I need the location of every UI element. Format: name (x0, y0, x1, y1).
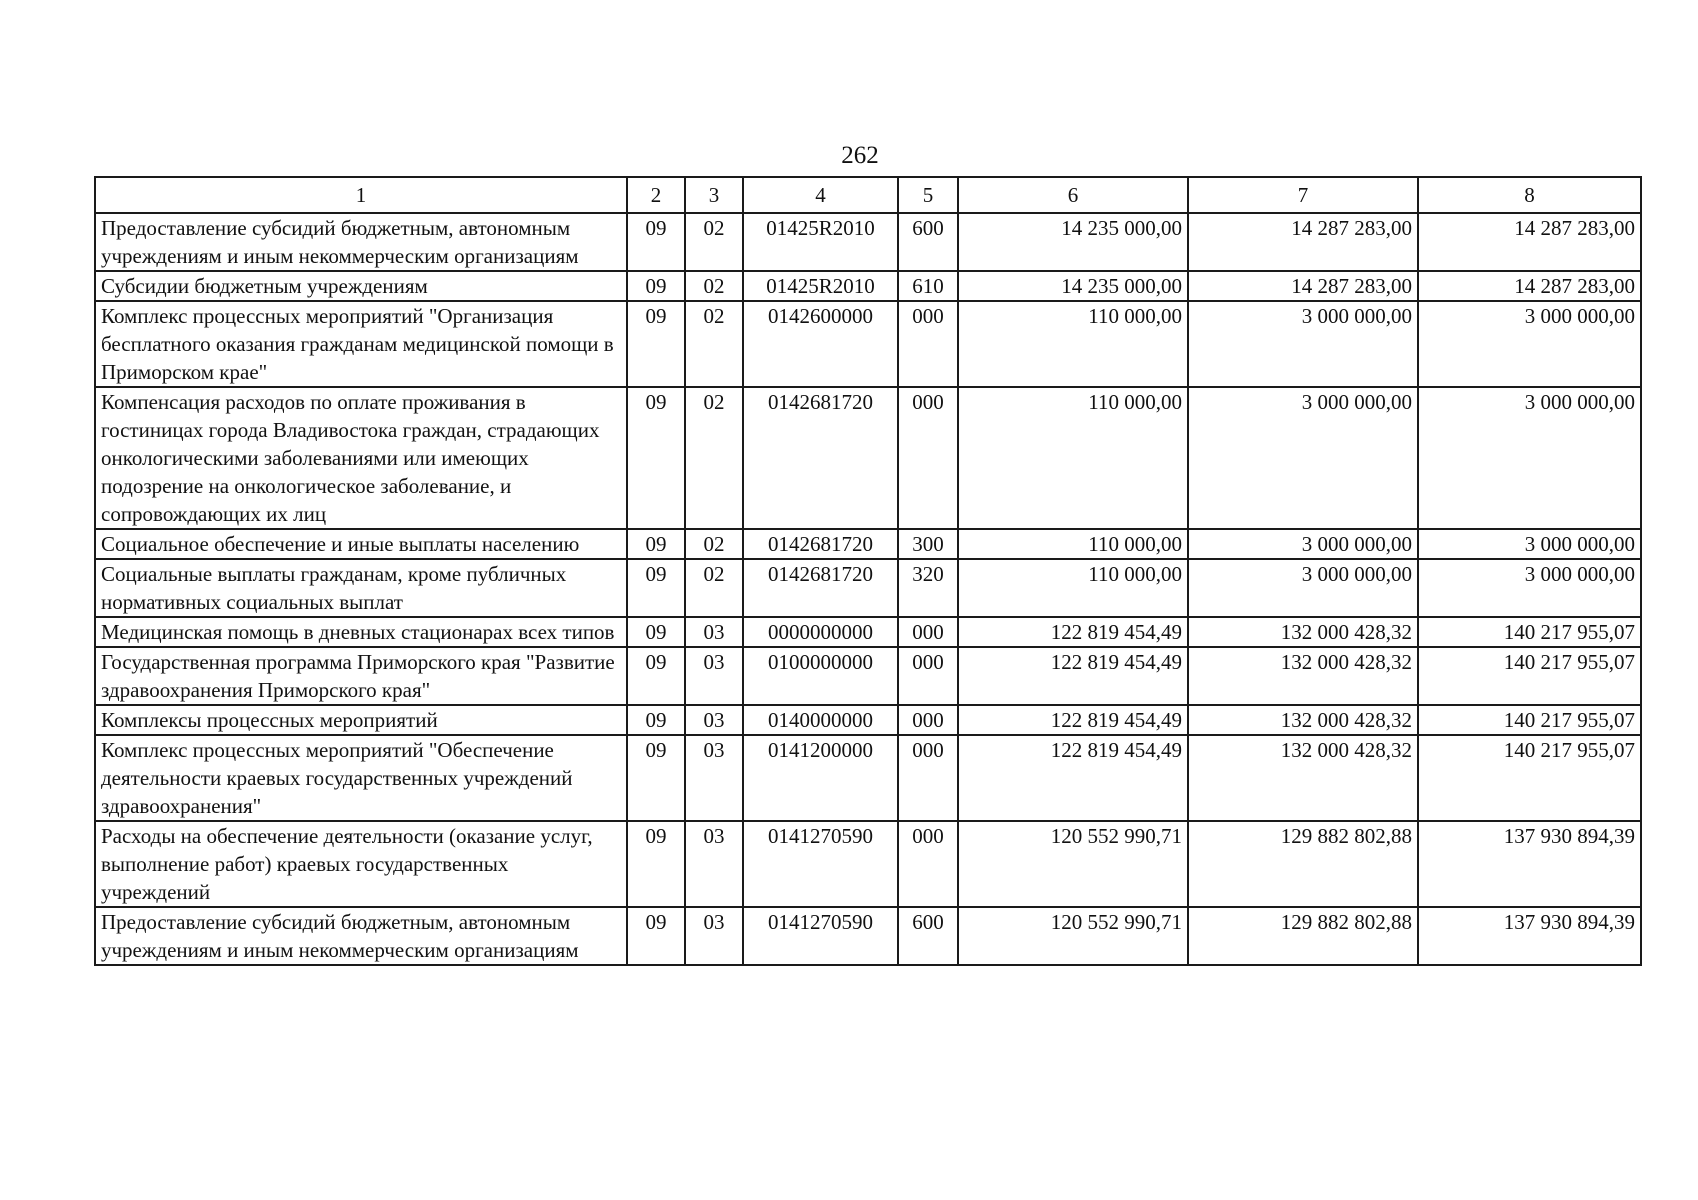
row-name-cell: Расходы на обеспечение деятельности (оказание услуг, выполнение работ) краевых государственных учреждений (95, 821, 627, 907)
target-article-cell: 0141200000 (743, 735, 898, 821)
amount-col6-cell: 120 552 990,71 (958, 907, 1188, 965)
table-row (95, 735, 1641, 821)
amount-col7-cell: 3 000 000,00 (1188, 559, 1418, 617)
column-header: 7 (1188, 177, 1418, 213)
column-header: 2 (627, 177, 685, 213)
subsection-code-cell: 02 (685, 559, 743, 617)
amount-col6-cell: 110 000,00 (958, 559, 1188, 617)
amount-col6-cell: 122 819 454,49 (958, 647, 1188, 705)
expense-type-cell: 000 (898, 705, 958, 735)
row-name-cell: Социальные выплаты гражданам, кроме публичных нормативных социальных выплат (95, 559, 627, 617)
row-name-cell: Комплекс процессных мероприятий "Обеспечение деятельности краевых государственных учреждений здравоохранения" (95, 735, 627, 821)
section-code-cell: 09 (627, 387, 685, 529)
amount-col6-cell: 122 819 454,49 (958, 705, 1188, 735)
subsection-code-cell: 02 (685, 529, 743, 559)
row-name-cell: Субсидии бюджетным учреждениям (95, 271, 627, 301)
column-header: 1 (95, 177, 627, 213)
expense-type-cell: 300 (898, 529, 958, 559)
target-article-cell: 0000000000 (743, 617, 898, 647)
amount-col8-cell: 137 930 894,39 (1418, 907, 1641, 965)
amount-col8-cell: 3 000 000,00 (1418, 387, 1641, 529)
section-code-cell: 09 (627, 529, 685, 559)
expense-type-cell: 000 (898, 735, 958, 821)
target-article-cell: 0100000000 (743, 647, 898, 705)
amount-col7-cell: 3 000 000,00 (1188, 529, 1418, 559)
expense-type-cell: 320 (898, 559, 958, 617)
expense-type-cell: 000 (898, 647, 958, 705)
row-name-cell: Государственная программа Приморского края "Развитие здравоохранения Приморского края" (95, 647, 627, 705)
target-article-cell: 0142681720 (743, 559, 898, 617)
target-article-cell: 0142681720 (743, 387, 898, 529)
subsection-code-cell: 02 (685, 271, 743, 301)
amount-col7-cell: 132 000 428,32 (1188, 705, 1418, 735)
table-row (95, 705, 1641, 735)
section-code-cell: 09 (627, 617, 685, 647)
amount-col7-cell: 132 000 428,32 (1188, 735, 1418, 821)
amount-col7-cell: 129 882 802,88 (1188, 907, 1418, 965)
table-row (95, 647, 1641, 705)
table-row (95, 617, 1641, 647)
subsection-code-cell: 03 (685, 647, 743, 705)
amount-col8-cell: 3 000 000,00 (1418, 529, 1641, 559)
column-header: 4 (743, 177, 898, 213)
amount-col8-cell: 14 287 283,00 (1418, 213, 1641, 271)
amount-col6-cell: 14 235 000,00 (958, 271, 1188, 301)
subsection-code-cell: 03 (685, 735, 743, 821)
amount-col8-cell: 140 217 955,07 (1418, 735, 1641, 821)
subsection-code-cell: 03 (685, 705, 743, 735)
expense-type-cell: 000 (898, 617, 958, 647)
table-row (95, 213, 1641, 271)
row-name-cell: Комплексы процессных мероприятий (95, 705, 627, 735)
amount-col7-cell: 3 000 000,00 (1188, 387, 1418, 529)
amount-col6-cell: 110 000,00 (958, 387, 1188, 529)
amount-col7-cell: 14 287 283,00 (1188, 213, 1418, 271)
budget-table (94, 176, 1642, 966)
table-row (95, 821, 1641, 907)
amount-col7-cell: 132 000 428,32 (1188, 647, 1418, 705)
amount-col6-cell: 120 552 990,71 (958, 821, 1188, 907)
section-code-cell: 09 (627, 647, 685, 705)
section-code-cell: 09 (627, 301, 685, 387)
row-name-cell: Предоставление субсидий бюджетным, автономным учреждениям и иным некоммерческим организациям (95, 213, 627, 271)
row-name-cell: Комплекс процессных мероприятий "Организация бесплатного оказания гражданам медицинской помощи в Приморском крае" (95, 301, 627, 387)
row-name-cell: Компенсация расходов по оплате проживания в гостиницах города Владивостока граждан, страдающих онкологическими заболеваниями или имеющих подозрение на онкологическое заболевание, и сопровождающих их лиц (95, 387, 627, 529)
expense-type-cell: 600 (898, 907, 958, 965)
amount-col7-cell: 132 000 428,32 (1188, 617, 1418, 647)
expense-type-cell: 600 (898, 213, 958, 271)
amount-col8-cell: 140 217 955,07 (1418, 647, 1641, 705)
table-row (95, 301, 1641, 387)
amount-col8-cell: 14 287 283,00 (1418, 271, 1641, 301)
section-code-cell: 09 (627, 907, 685, 965)
amount-col8-cell: 137 930 894,39 (1418, 821, 1641, 907)
section-code-cell: 09 (627, 213, 685, 271)
page-number: 262 (841, 142, 879, 169)
section-code-cell: 09 (627, 821, 685, 907)
amount-col8-cell: 140 217 955,07 (1418, 617, 1641, 647)
amount-col8-cell: 3 000 000,00 (1418, 559, 1641, 617)
expense-type-cell: 610 (898, 271, 958, 301)
target-article-cell: 0141270590 (743, 907, 898, 965)
amount-col8-cell: 140 217 955,07 (1418, 705, 1641, 735)
target-article-cell: 0140000000 (743, 705, 898, 735)
target-article-cell: 0141270590 (743, 821, 898, 907)
subsection-code-cell: 02 (685, 301, 743, 387)
table-row (95, 387, 1641, 529)
section-code-cell: 09 (627, 705, 685, 735)
expense-type-cell: 000 (898, 387, 958, 529)
subsection-code-cell: 03 (685, 907, 743, 965)
amount-col6-cell: 14 235 000,00 (958, 213, 1188, 271)
table-row (95, 271, 1641, 301)
column-header: 3 (685, 177, 743, 213)
row-name-cell: Медицинская помощь в дневных стационарах всех типов (95, 617, 627, 647)
section-code-cell: 09 (627, 559, 685, 617)
table-row (95, 907, 1641, 965)
target-article-cell: 01425R2010 (743, 271, 898, 301)
amount-col8-cell: 3 000 000,00 (1418, 301, 1641, 387)
column-number-row (95, 177, 1641, 213)
amount-col7-cell: 129 882 802,88 (1188, 821, 1418, 907)
subsection-code-cell: 02 (685, 387, 743, 529)
row-name-cell: Социальное обеспечение и иные выплаты населению (95, 529, 627, 559)
column-header: 8 (1418, 177, 1641, 213)
column-header: 6 (958, 177, 1188, 213)
subsection-code-cell: 03 (685, 617, 743, 647)
target-article-cell: 0142600000 (743, 301, 898, 387)
amount-col6-cell: 110 000,00 (958, 529, 1188, 559)
amount-col6-cell: 122 819 454,49 (958, 617, 1188, 647)
expense-type-cell: 000 (898, 301, 958, 387)
section-code-cell: 09 (627, 735, 685, 821)
subsection-code-cell: 03 (685, 821, 743, 907)
target-article-cell: 01425R2010 (743, 213, 898, 271)
table-row (95, 529, 1641, 559)
target-article-cell: 0142681720 (743, 529, 898, 559)
expense-type-cell: 000 (898, 821, 958, 907)
amount-col6-cell: 110 000,00 (958, 301, 1188, 387)
amount-col7-cell: 3 000 000,00 (1188, 301, 1418, 387)
subsection-code-cell: 02 (685, 213, 743, 271)
section-code-cell: 09 (627, 271, 685, 301)
table-row (95, 559, 1641, 617)
column-header: 5 (898, 177, 958, 213)
amount-col6-cell: 122 819 454,49 (958, 735, 1188, 821)
amount-col7-cell: 14 287 283,00 (1188, 271, 1418, 301)
row-name-cell: Предоставление субсидий бюджетным, автономным учреждениям и иным некоммерческим организациям (95, 907, 627, 965)
